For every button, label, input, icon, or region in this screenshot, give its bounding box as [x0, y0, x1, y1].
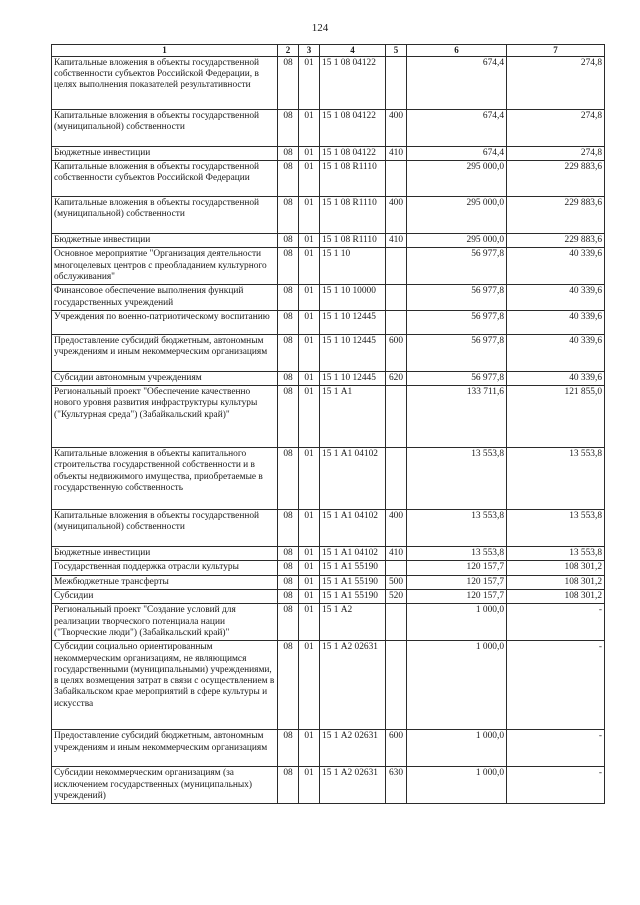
amount-2021: 108 301,2 [507, 561, 605, 575]
column-number: 5 [386, 45, 407, 57]
amount-2020: 13 553,8 [407, 510, 507, 547]
target-article-code: 15 1 08 04122 [320, 109, 386, 146]
target-article-code: 15 1 А2 02631 [320, 767, 386, 804]
amount-2020: 295 000,0 [407, 161, 507, 197]
column-number: 7 [507, 45, 605, 57]
target-article-code: 15 1 А1 04102 [320, 448, 386, 510]
section-code: 08 [278, 285, 299, 311]
amount-2021: 40 339,6 [507, 310, 605, 334]
amount-2020: 674,4 [407, 109, 507, 146]
subsection-code: 01 [299, 730, 320, 767]
section-code: 08 [278, 146, 299, 160]
row-label: Бюджетные инвестиции [52, 234, 278, 248]
table-row [52, 310, 605, 334]
amount-2020: 1 000,0 [407, 604, 507, 641]
amount-2021: 40 339,6 [507, 371, 605, 385]
table-row [52, 561, 605, 575]
amount-2020: 56 977,8 [407, 334, 507, 371]
section-code: 08 [278, 248, 299, 285]
amount-2021: 274,8 [507, 146, 605, 160]
row-label: Предоставление субсидий бюджетным, автономным учреждениям и иным некоммерческим организациям [52, 334, 278, 371]
amount-2021: 274,8 [507, 56, 605, 109]
expense-type-code [386, 561, 407, 575]
expense-type-code [386, 56, 407, 109]
section-code: 08 [278, 197, 299, 234]
row-label: Бюджетные инвестиции [52, 547, 278, 561]
expense-type-code: 620 [386, 371, 407, 385]
amount-2020: 13 553,8 [407, 547, 507, 561]
row-label: Капитальные вложения в объекты государственной (муниципальной) собственности [52, 109, 278, 146]
target-article-code: 15 1 А2 02631 [320, 641, 386, 730]
subsection-code: 01 [299, 334, 320, 371]
row-label: Капитальные вложения в объекты капитального строительства государственной собственности и в объекты недвижимого имущества, приобретаемые в государственную собственность [52, 448, 278, 510]
column-number: 2 [278, 45, 299, 57]
subsection-code: 01 [299, 641, 320, 730]
expense-type-code [386, 604, 407, 641]
expense-type-code: 600 [386, 334, 407, 371]
expense-type-code: 630 [386, 767, 407, 804]
subsection-code: 01 [299, 510, 320, 547]
section-code: 08 [278, 386, 299, 448]
target-article-code: 15 1 10 10000 [320, 285, 386, 311]
subsection-code: 01 [299, 285, 320, 311]
table-row [52, 371, 605, 385]
section-code: 08 [278, 448, 299, 510]
column-number: 6 [407, 45, 507, 57]
table-row [52, 448, 605, 510]
section-code: 08 [278, 590, 299, 604]
amount-2021: 229 883,6 [507, 161, 605, 197]
table-row [52, 590, 605, 604]
row-label: Основное мероприятие "Организация деятельности многоцелевых центров с преобладанием культурного обслуживания" [52, 248, 278, 285]
section-code: 08 [278, 641, 299, 730]
expense-type-code: 520 [386, 590, 407, 604]
expense-type-code [386, 248, 407, 285]
amount-2021: 229 883,6 [507, 197, 605, 234]
subsection-code: 01 [299, 575, 320, 589]
table-row [52, 146, 605, 160]
target-article-code: 15 1 А2 02631 [320, 730, 386, 767]
amount-2020: 56 977,8 [407, 248, 507, 285]
row-label: Капитальные вложения в объекты государственной собственности субъектов Российской Федерации [52, 161, 278, 197]
amount-2020: 1 000,0 [407, 730, 507, 767]
table-row [52, 248, 605, 285]
section-code: 08 [278, 547, 299, 561]
amount-2020: 295 000,0 [407, 234, 507, 248]
page-number: 124 [311, 22, 329, 34]
amount-2020: 295 000,0 [407, 197, 507, 234]
amount-2021: 40 339,6 [507, 248, 605, 285]
amount-2020: 13 553,8 [407, 448, 507, 510]
amount-2021: - [507, 767, 605, 804]
subsection-code: 01 [299, 146, 320, 160]
expense-type-code [386, 285, 407, 311]
amount-2021: 121 855,0 [507, 386, 605, 448]
row-label: Предоставление субсидий бюджетным, автономным учреждениям и иным некоммерческим организациям [52, 730, 278, 767]
target-article-code: 15 1 08 R1110 [320, 234, 386, 248]
table-row [52, 386, 605, 448]
row-label: Субсидии социально ориентированным некоммерческим организациям, не являющимся государственными (муниципальными) учреждениями, в целях возмещения затрат в связи с осуществлением в Забайкальском крае мероприятий в сфере культуры и искусства [52, 641, 278, 730]
amount-2020: 674,4 [407, 146, 507, 160]
row-label: Межбюджетные трансферты [52, 575, 278, 589]
expense-type-code: 400 [386, 510, 407, 547]
section-code: 08 [278, 371, 299, 385]
amount-2021: - [507, 730, 605, 767]
target-article-code: 15 1 08 R1110 [320, 197, 386, 234]
amount-2021: 40 339,6 [507, 334, 605, 371]
section-code: 08 [278, 575, 299, 589]
budget-table [51, 44, 605, 804]
section-code: 08 [278, 730, 299, 767]
row-label: Субсидии некоммерческим организациям (за исключением государственных (муниципальных) учреждений) [52, 767, 278, 804]
amount-2021: 229 883,6 [507, 234, 605, 248]
amount-2021: 40 339,6 [507, 285, 605, 311]
expense-type-code [386, 161, 407, 197]
expense-type-code: 410 [386, 547, 407, 561]
table-row [52, 730, 605, 767]
amount-2020: 674,4 [407, 56, 507, 109]
target-article-code: 15 1 А1 04102 [320, 510, 386, 547]
target-article-code: 15 1 10 [320, 248, 386, 285]
table-row [52, 197, 605, 234]
table-row [52, 234, 605, 248]
subsection-code: 01 [299, 448, 320, 510]
amount-2020: 56 977,8 [407, 310, 507, 334]
section-code: 08 [278, 510, 299, 547]
target-article-code: 15 1 10 12445 [320, 334, 386, 371]
subsection-code: 01 [299, 561, 320, 575]
target-article-code: 15 1 А1 [320, 386, 386, 448]
section-code: 08 [278, 604, 299, 641]
row-label: Финансовое обеспечение выполнения функций государственных учреждений [52, 285, 278, 311]
amount-2021: - [507, 604, 605, 641]
row-label: Капитальные вложения в объекты государственной (муниципальной) собственности [52, 510, 278, 547]
target-article-code: 15 1 А2 [320, 604, 386, 641]
section-code: 08 [278, 56, 299, 109]
amount-2021: 13 553,8 [507, 510, 605, 547]
row-label: Субсидии [52, 590, 278, 604]
amount-2021: 274,8 [507, 109, 605, 146]
subsection-code: 01 [299, 161, 320, 197]
column-number: 3 [299, 45, 320, 57]
section-code: 08 [278, 161, 299, 197]
row-label: Капитальные вложения в объекты государственной (муниципальной) собственности [52, 197, 278, 234]
subsection-code: 01 [299, 310, 320, 334]
table-row [52, 161, 605, 197]
section-code: 08 [278, 310, 299, 334]
subsection-code: 01 [299, 767, 320, 804]
column-number: 4 [320, 45, 386, 57]
table-row [52, 285, 605, 311]
subsection-code: 01 [299, 547, 320, 561]
expense-type-code: 400 [386, 109, 407, 146]
expense-type-code [386, 641, 407, 730]
column-number: 1 [52, 45, 278, 57]
table-row [52, 109, 605, 146]
amount-2021: 108 301,2 [507, 590, 605, 604]
target-article-code: 15 1 А1 55190 [320, 561, 386, 575]
expense-type-code: 500 [386, 575, 407, 589]
target-article-code: 15 1 10 12445 [320, 371, 386, 385]
row-label: Региональный проект "Обеспечение качественно нового уровня развития инфраструктуры культуры ("Культурная среда") (Забайкальский край)" [52, 386, 278, 448]
expense-type-code: 400 [386, 197, 407, 234]
amount-2021: 108 301,2 [507, 575, 605, 589]
amount-2021: 13 553,8 [507, 547, 605, 561]
section-code: 08 [278, 561, 299, 575]
expense-type-code [386, 310, 407, 334]
row-label: Бюджетные инвестиции [52, 146, 278, 160]
subsection-code: 01 [299, 109, 320, 146]
amount-2021: 13 553,8 [507, 448, 605, 510]
amount-2021: - [507, 641, 605, 730]
table-row [52, 767, 605, 804]
subsection-code: 01 [299, 604, 320, 641]
row-label: Государственная поддержка отрасли культуры [52, 561, 278, 575]
amount-2020: 1 000,0 [407, 767, 507, 804]
table-row [52, 604, 605, 641]
table-row [52, 510, 605, 547]
section-code: 08 [278, 334, 299, 371]
amount-2020: 120 157,7 [407, 561, 507, 575]
amount-2020: 133 711,6 [407, 386, 507, 448]
target-article-code: 15 1 10 12445 [320, 310, 386, 334]
subsection-code: 01 [299, 248, 320, 285]
column-number-row [52, 45, 605, 57]
target-article-code: 15 1 08 04122 [320, 146, 386, 160]
target-article-code: 15 1 08 04122 [320, 56, 386, 109]
subsection-code: 01 [299, 590, 320, 604]
expense-type-code: 410 [386, 234, 407, 248]
table-row [52, 575, 605, 589]
subsection-code: 01 [299, 197, 320, 234]
row-label: Учреждения по военно-патриотическому воспитанию [52, 310, 278, 334]
amount-2020: 120 157,7 [407, 575, 507, 589]
expense-type-code: 600 [386, 730, 407, 767]
expense-type-code [386, 386, 407, 448]
row-label: Капитальные вложения в объекты государственной собственности субъектов Российской Федерации, в целях выполнения показателей результативности [52, 56, 278, 109]
expense-type-code: 410 [386, 146, 407, 160]
subsection-code: 01 [299, 386, 320, 448]
subsection-code: 01 [299, 56, 320, 109]
amount-2020: 120 157,7 [407, 590, 507, 604]
expense-type-code [386, 448, 407, 510]
table-row [52, 641, 605, 730]
target-article-code: 15 1 А1 04102 [320, 547, 386, 561]
subsection-code: 01 [299, 371, 320, 385]
amount-2020: 56 977,8 [407, 371, 507, 385]
table-row [52, 56, 605, 109]
row-label: Региональный проект "Создание условий для реализации творческого потенциала нации ("Творческие люди") (Забайкальский край)" [52, 604, 278, 641]
amount-2020: 56 977,8 [407, 285, 507, 311]
section-code: 08 [278, 109, 299, 146]
subsection-code: 01 [299, 234, 320, 248]
section-code: 08 [278, 767, 299, 804]
section-code: 08 [278, 234, 299, 248]
table-row [52, 334, 605, 371]
row-label: Субсидии автономным учреждениям [52, 371, 278, 385]
target-article-code: 15 1 08 R1110 [320, 161, 386, 197]
amount-2020: 1 000,0 [407, 641, 507, 730]
target-article-code: 15 1 А1 55190 [320, 590, 386, 604]
table-row [52, 547, 605, 561]
target-article-code: 15 1 А1 55190 [320, 575, 386, 589]
